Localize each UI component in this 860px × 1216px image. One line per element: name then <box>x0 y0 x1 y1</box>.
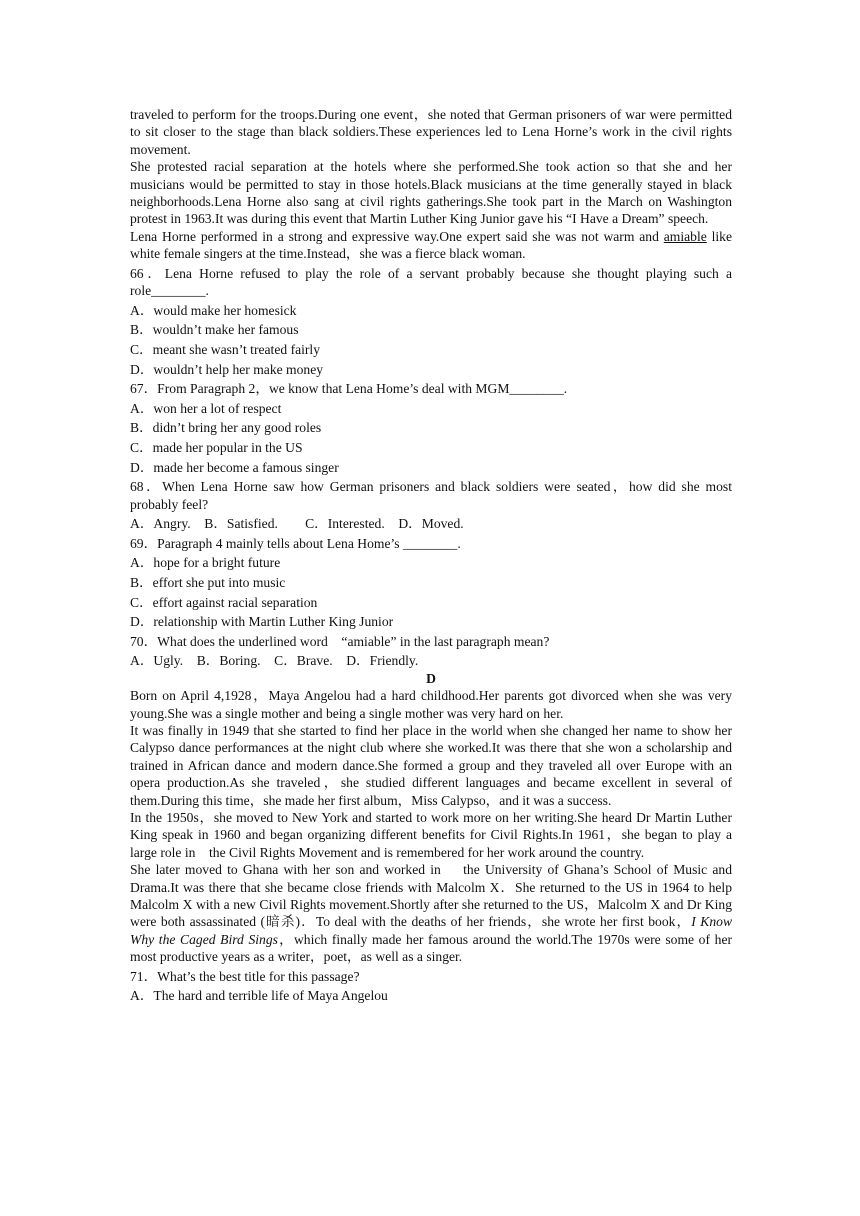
answer-option: C．effort against racial separation <box>130 594 318 610</box>
question-stem: 66．Lena Horne refused to play the role of a servant probably because she thought playing such a role________. <box>130 265 732 299</box>
passage-paragraph: She protested racial separation at the hotels where she performed.She took action so that she and her musicians would be permitted to stay in those hotels.Black musicians at the time generally stayed in black neighborhoods.Lena Horne also sang at civil rights gatherings.She took part in the March on Washington protest in 1963.It was during this event that Martin Luther King Junior gave his “I Have a Dream” speech. <box>130 159 732 227</box>
book-title: I Know Why the Caged Bird Sings <box>130 914 733 947</box>
answer-option: D．made her become a famous singer <box>130 459 339 475</box>
passage-paragraph: traveled to perform for the troops.During one event，she noted that German prisoners of war were permitted to sit closer to the stage than black soldiers.These experiences led to Lena Horne’s work in the civil rights movement. <box>130 107 732 157</box>
answer-option: B．wouldn’t make her famous <box>130 322 299 338</box>
question-stem: 71．What’s the best title for this passage? <box>130 968 360 984</box>
passage-paragraph: She later moved to Ghana with her son and worked in the University of Ghana’s School of Music and Drama.It was there that she became close friends with Malcolm X．She returned to the US in 1964 to help Malcolm X with a new Civil Rights movement.Shortly after she returned to the US，Malcolm X and Dr King were both assassinated (暗杀)．To deal with the deaths of her friends，she wrote her first book，I Know Why the Caged Bird Sings，which finally made her famous around the world.The 1970s were some of her most productive years as a writer，poet，as well as a singer. <box>130 862 733 965</box>
question-67 <box>130 380 732 476</box>
answer-option: C．meant she wasn’t treated fairly <box>130 342 321 358</box>
passage-paragraph: In the 1950s，she moved to New York and started to work more on her writing.She heard Dr Martin Luther King speak in 1960 and began organizing different benefits for Civil Rights.In 1961，she began to play a large role in the Civil Rights Movement and is remembered for her work around the country. <box>130 810 732 860</box>
underlined-word: amiable <box>663 228 707 244</box>
question-stem: 69．Paragraph 4 mainly tells about Lena Home’s ________. <box>130 535 461 551</box>
question-69 <box>130 535 732 631</box>
answer-option: A．hope for a bright future <box>130 555 281 571</box>
question-68 <box>130 478 732 532</box>
answer-option: D．relationship with Martin Luther King Junior <box>130 614 394 630</box>
passage-paragraph: Lena Horne performed in a strong and expressive way.One expert said she was not warm and amiable like white female singers at the time.Instead，she was a fierce black woman. <box>130 228 732 262</box>
question-stem: 67．From Paragraph 2，we know that Lena Home’s deal with MGM________. <box>130 381 568 397</box>
answer-option: B．effort she put into music <box>130 574 286 590</box>
question-stem: 68．When Lena Horne saw how German prisoners and black soldiers were seated，how did she most probably feel? <box>130 479 732 512</box>
answer-option: C．made her popular in the US <box>130 440 303 455</box>
question-71 <box>130 968 732 1005</box>
question-stem: 70．What does the underlined word “amiable” in the last paragraph mean? <box>130 633 550 649</box>
answer-option: A．The hard and terrible life of Maya Angelou <box>130 988 388 1004</box>
answer-options-inline: A．Angry. B．Satisfied. C．Interested. D．Moved. <box>130 516 464 532</box>
question-66 <box>130 265 732 378</box>
document-page <box>130 106 732 1005</box>
answer-options-inline: A．Ugly. B．Boring. C．Brave. D．Friendly. <box>130 653 419 669</box>
answer-option: D．wouldn’t help her make money <box>130 361 324 377</box>
passage-paragraph: It was finally in 1949 that she started to find her place in the world when she changed her name to show her Calypso dance performances at the night club where she worked.It was there that she won a scholarship and trained in African dance and modern dance.She formed a group and they traveled all over Europe with an opera production.As she traveled，she studied different languages and became excellent in several of them.During this time，she made her first album，Miss Calypso，and it was a success. <box>130 722 732 808</box>
section-heading: D <box>426 670 436 686</box>
answer-option: B．didn’t bring her any good roles <box>130 420 322 436</box>
answer-option: A．would make her homesick <box>130 302 297 318</box>
answer-option: A．won her a lot of respect <box>130 400 282 416</box>
passage-paragraph: Born on April 4,1928，Maya Angelou had a hard childhood.Her parents got divorced when she was very young.She was a single mother and being a single mother was very hard on her. <box>130 688 732 721</box>
question-70 <box>130 633 732 670</box>
